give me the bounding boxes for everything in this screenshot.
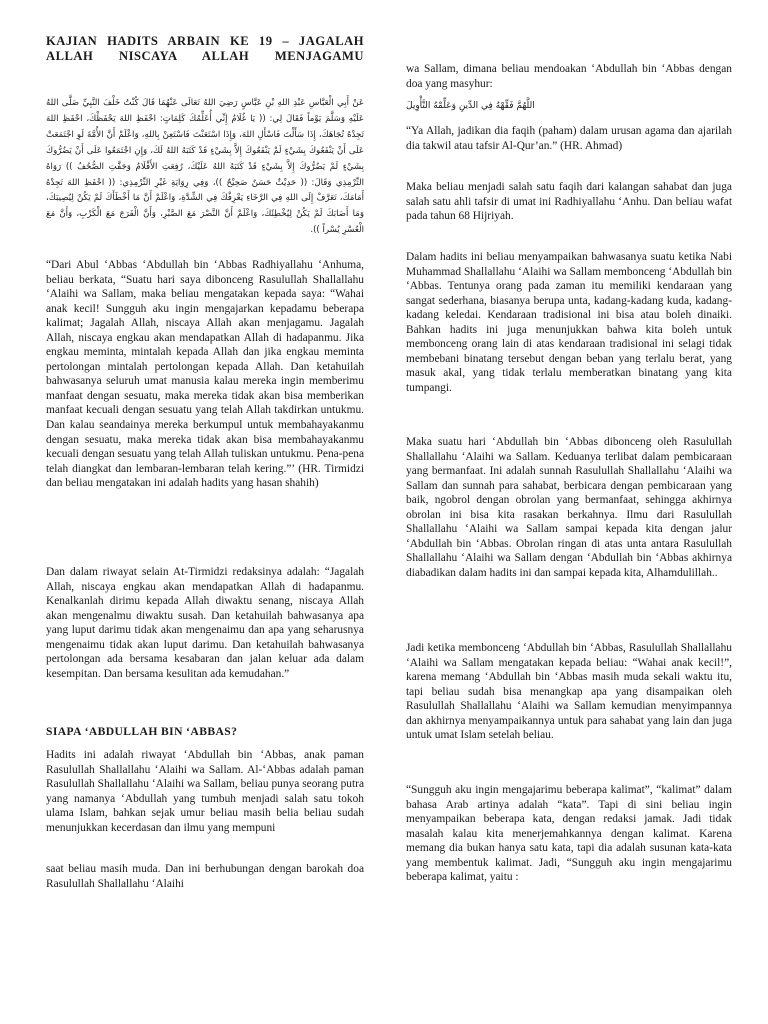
doa-arabic-text: اللَّهُمَّ فَقِّهْهُ فِي الدِّينِ وَعَلِّمْهُ التَّأْوِيلَ — [406, 101, 535, 111]
article-title — [46, 34, 364, 64]
pembicaraan-paragraph: Maka suatu hari ‘Abdullah bin ‘Abbas dibonceng oleh Rasulullah Shallallahu ‘Alaihi wa Sallam. Keduanya terlibat dalam pembicaraan yang bermanfaat. Ini adalah sunnah Rasulullah Shallallahu ‘Alaihi wa Sallam dan sunnah para sahabat, berbicara dengan pembicaraan yang baik, ngobrol dengan obrolan yang bermanfaat, sehingga akhirnya obrolan ini bisa kita rasakan berkahnya. Ilmu dari Rasulullah Shallallahu ‘Alaihi wa Sallam sampai kepada kita dengan jalur ‘Abdullah bin ‘Abbas. Obrolan ringan di atas unta antara Rasulullah Shallallahu ‘Alaihi wa Sallam dengan ‘Abdullah bin ‘Abbas akhirnya diabadikan dalam hadits ini dan sampai kepada kita, Alhamdulillah.. — [406, 436, 732, 579]
title-line-2: ALLAH NISCAYA ALLAH MENJAGAMU — [46, 49, 364, 63]
kalimat-paragraph: “Sungguh aku ingin mengajarimu beberapa kalimat”, “kalimat” dalam bahasa Arab artinya adalah “kata”. Tapi di sini beliau ingin menyampaikan beberapa kata, dengan redaksi jamak. Jadi tidak masalah kalau kita menerjemahkannya dengan kalimat. Karena memang dia bukan hanya satu kata, tapi dia adalah susunan kata-kata yang membentuk kalimat. Jadi, “Sungguh aku ingin mengajarimu beberapa kalimat, yaitu : — [406, 784, 732, 884]
anak-kecil-paragraph: Jadi ketika membonceng ‘Abdullah bin ‘Abbas, Rasulullah Shallallahu ‘Alaihi wa Sallam mengatakan kepada beliau: “Wahai anak kecil!”, karena memang ‘Abdullah bin ‘Abbas masih muda sekali waktu itu, tapi beliau sudah bisa menangkap apa yang disampaikan oleh Rasulullah Shallallahu ‘Alaihi wa Sallam kemudian menyimpannya dan akhirnya menyampaikannya untuk para sahabat yang lain dan juga untuk umat Islam setelah beliau. — [406, 642, 732, 742]
title-line-1: KAJIAN HADITS ARBAIN KE 19 – JAGALAH — [46, 34, 364, 48]
biography-paragraph: Hadits ini adalah riwayat ‘Abdullah bin ‘Abbas, anak paman Rasulullah Shallallahu ‘Alaihi wa Sallam. Al-‘Abbas adalah paman Rasulullah Shallallahu ‘Alaihi wa Sallam, beliau punya seorang putra yang namanya ‘Abdullah yang tumbuh menjadi salah satu tokoh ulama Islam, bahkan sejak umur beliau masih belia beliau sudah menunjukkan kecerdasan dan ilmu yang mempuni — [46, 749, 364, 834]
section-heading: SIAPA ‘ABDULLAH BIN ‘ABBAS? — [46, 725, 238, 738]
hadith-arabic-text: عَنْ أَبِي الْعَبَّاسِ عَبْدِ اللهِ بْنِ عَبَّاسٍ رَضِيَ اللهُ تَعَالَى عَنْهُمَا قَالَ كُنْتُ خَلْفَ النَّبِيِّ صَلَّى اللهُ عَلَيْهِ وَسَلَّمَ يَوْماً فَقَالَ لِي: (( يَا غُلَامُ إِنِّي أُعَلِّمُكَ كَلِمَاتٍ: احْفَظِ اللهَ يَحْفَظْكَ، احْفَظِ اللهَ تَجِدْهُ تُجَاهَكَ، إِذَا سَأَلْتَ فَاسْأَلِ اللهَ، وَإِذَا اسْتَعَنْتَ فَاسْتَعِنْ بِاللهِ، وَاعْلَمْ أَنَّ الأُمَّةَ لَوِ اجْتَمَعَتْ عَلَى أَنْ يَنْفَعُوكَ بِشَيْءٍ لَمْ يَنْفَعُوكَ إِلاَّ بِشَيْءٍ قَدْ كَتَبَهُ اللهُ لَكَ، وَإِنِ اجْتَمَعُوا عَلَى أَنْ يَضُرُّوكَ بِشَيْءٍ لَمْ يَضُرُّوكَ إِلاَّ بِشَيْءٍ قَدْ كَتَبَهُ اللهُ عَلَيْكَ، رُفِعَتِ الأَقْلَامُ وَجَفَّتِ الصُّحُفُ )) رَوَاهُ التِّرْمِذِي وَقَالَ: (( حَدِيْثٌ حَسَنٌ صَحِيْحٌ ))، وَفِي رِوَايَةِ غَيْرِ التِّرْمِذِي: (( احْفَظِ اللهَ تَجِدْهُ أَمَامَكَ، تَعَرَّفْ إِلَى اللهِ فِي الرَّخَاءِ يَعْرِفْكَ فِي الشِّدَّةِ، وَاعْلَمْ أَنَّ مَا أَخْطَأَكَ لَمْ يَكُنْ لِيُصِيبَكَ، وَمَا أَصَابَكَ لَمْ يَكُنْ لِيُخْطِئَكَ، وَاعْلَمْ أَنَّ النَّصْرَ مَعَ الصَّبْرِ، وَأَنَّ الْفَرَجَ مَعَ الْكَرْبِ، وَأَنَّ مَعَ الْعُسْرِ يُسْراً )). — [46, 98, 364, 236]
hadith-translation-paragraph: “Dari Abul ‘Abbas ‘Abdullah bin ‘Abbas Radhiyallahu ‘Anhuma, beliau berkata, “Suatu hari saya dibonceng Rasulullah Shallallahu ‘Alaihi wa Sallam, maka beliau mengatakan kepada saya: “Wahai anak kecil! Sungguh aku ingin mengajarkan kepadamu beberapa kalimat; Jagalah Allah, niscaya Allah akan menjagamu. Jagalah Allah, niscaya engkau akan mendapatkan Allah di hadapanmu. Jika engkau meminta, mintalah kepada Allah dan jika engkau meminta pertolongan mintalah pertolongan kepada Allah. Dan ketahuilah bahwasanya seluruh umat manusia kalau mereka ingin memberimu manfaat dengan sesuatu, maka mereka tidak akan bisa memberikan manfaat kecuali dengan sesuatu yang telah Allah takdirkan untukmu. Dan kalau seandainya mereka berkumpul untuk membahayakanmu dengan sesuatu, maka mereka tidak akan bisa membahayakanmu kecuali dengan sesuatu yang telah Allah tuliskan untukmu. Pena-pena telah diangkat dan lembaran-lembaran telah kering.”’ (HR. Tirmidzi dan beliau mengatakan ini adalah hadits yang hasan shahih) — [46, 259, 364, 490]
other-narration-paragraph: Dan dalam riwayat selain At-Tirmidzi redaksinya adalah: “Jagalah Allah, niscaya engkau akan mendapatkan Allah di hadapanmu. Kenalkanlah dirimu kepada Allah diwaktu senang, niscaya Allah akan mengenalmu diwaktu susah. Dan ketahuilah bahwasanya apa yang luput darimu tidak akan mengenaimu dan apa yang seharusnya mengenaimu tidak akan luput darimu. Dan ketahuilah bahwasanya pertolongan ada bersama kesabaran dan jalan keluar ada dalam kesempitan. Dan bersama kesulitan ada kemudahan.” — [46, 566, 364, 680]
doa-translation-paragraph: “Ya Allah, jadikan dia faqih (paham) dalam urusan agama dan ajarilah dia takwil atau tafsir Al-Qur’an.” (HR. Ahmad) — [406, 125, 732, 152]
faqih-paragraph: Maka beliau menjadi salah satu faqih dari kalangan sahabat dan juga salah satu ahli tafsir di umat ini Radhiyallahu ‘Anhu. Dan beliau wafat pada tahun 68 Hijriyah. — [406, 181, 732, 223]
biography-continuation-paragraph: saat beliau masih muda. Dan ini berhubungan dengan barokah doa Rasulullah Shallallahu ‘Alaihi — [46, 863, 364, 890]
dibonceng-paragraph: Dalam hadits ini beliau menyampaikan bahwasanya suatu ketika Nabi Muhammad Shallallahu ‘Alaihi wa Sallam membonceng ‘Abdullah bin ‘Abbas. Tentunya orang pada zaman itu memiliki kendaraan yang sangat sederhana, biasanya berupa unta, kadang-kadang kuda, kadang-kadang keledai. Kendaraan tradisional ini bisa atau boleh dinaiki. Bahkan hadits ini juga menunjukkan bahwa kita boleh untuk membonceng orang lain di atas kendaraan tradisional ini selagi tidak membebani binatang tersebut dengan beban yang terlalu berat, yang masuk akal, yang tidak terlalu memberatkan binatang yang kita tumpangi. — [406, 251, 732, 394]
doa-intro-paragraph: wa Sallam, dimana beliau mendoakan ‘Abdullah bin ‘Abbas dengan doa yang masyhur: — [406, 63, 732, 90]
